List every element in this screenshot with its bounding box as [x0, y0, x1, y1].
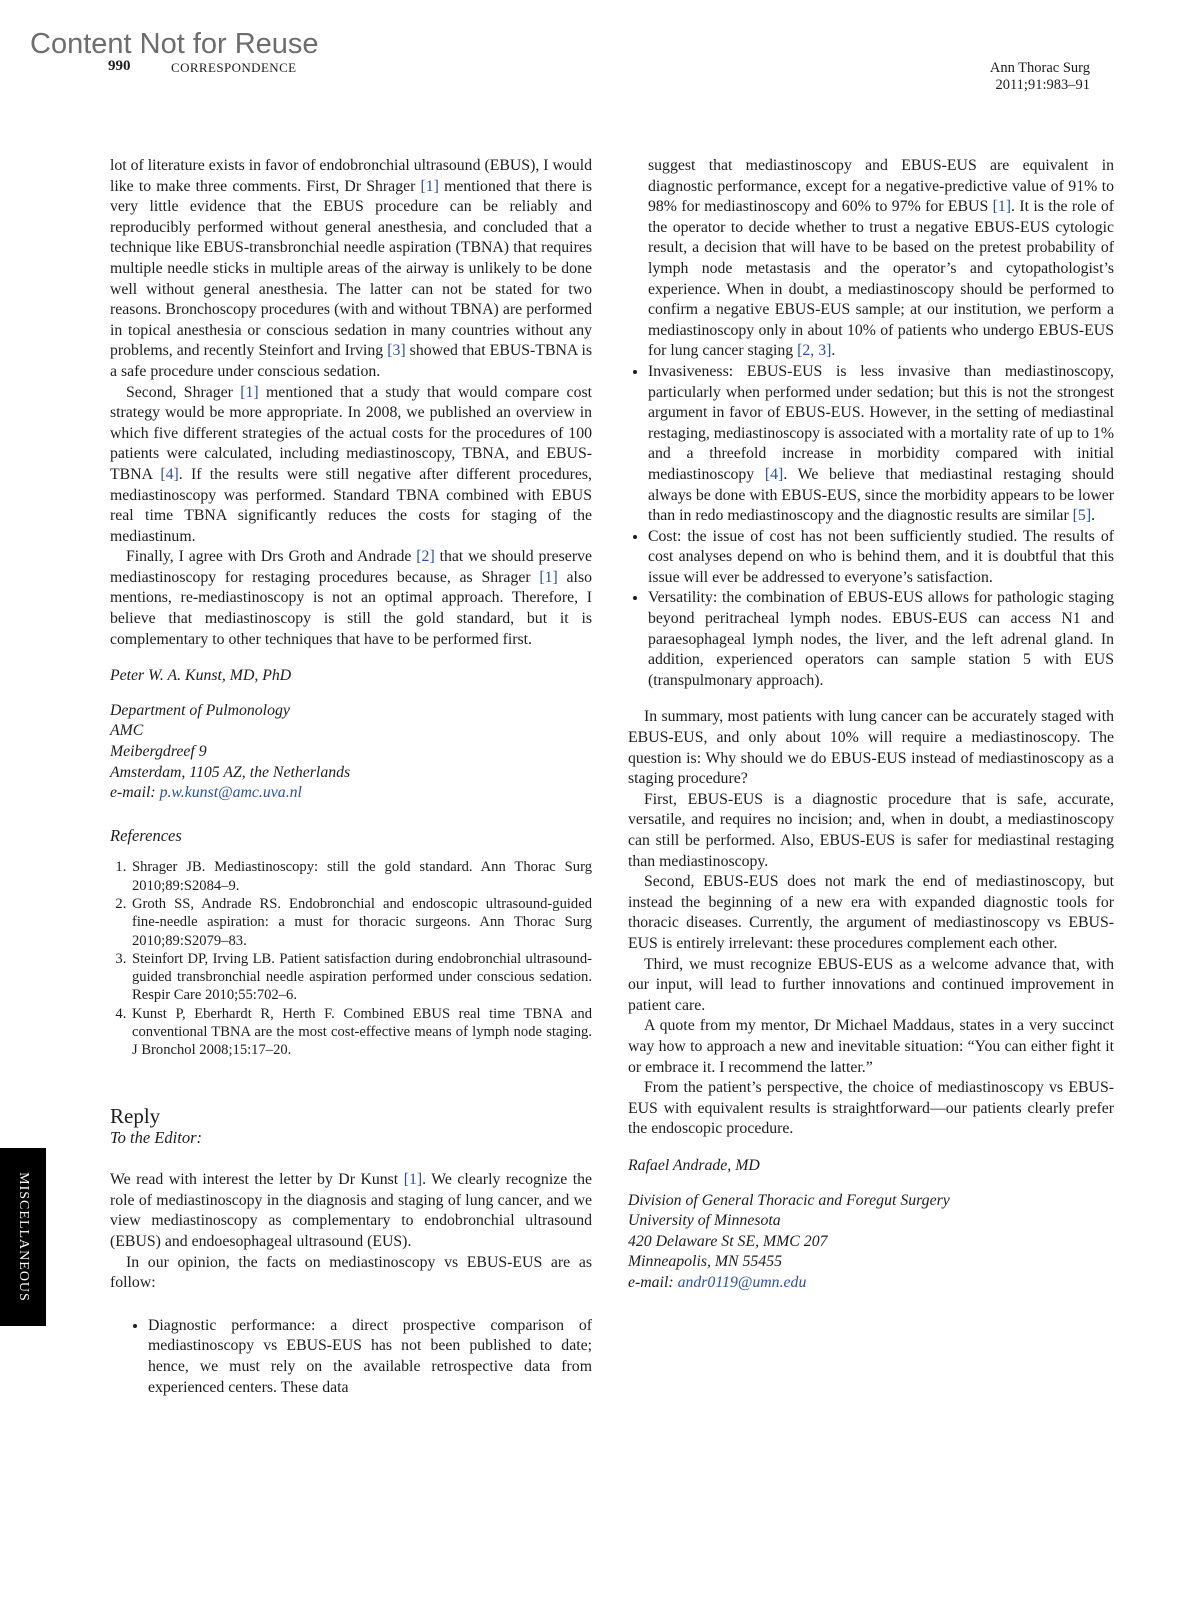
bullet-continuation: suggest that mediastinoscopy and EBUS-EUS are equivalent in diagnostic performance, except for a negative-predictive value of 91% to 98% for mediastinoscopy and 60% to 97% for EBUS [1]. It is the role of the operator to decide whether to trust a negative EBUS-EUS cytologic result, a decision that will have to be based on the pretest probability of lymph node metastasis and the operator’s and cytopathologist’s experience. When in doubt, a mediastinoscopy should be performed to confirm a negative EBUS-EUS sample; at our institution, we perform a mediastinoscopy only in about 10% of patients who undergo EBUS-EUS for lung cancer staging [2, 3].	[648, 157, 1114, 360]
bullet-item: • Diagnostic performance: a direct prospective comparison of mediastinoscopy vs EBUS-EUS has not been published to date; hence, we must rely on the available retrospective data from experienced centers. These data	[148, 1316, 592, 1398]
reply-bullet-list	[628, 362, 1114, 692]
address-line: Minneapolis, MN 55455	[628, 1253, 783, 1271]
address-line: 420 Delaware St SE, MMC 207	[628, 1232, 828, 1250]
to-editor: To the Editor:	[110, 1127, 202, 1147]
journal-citation-block	[990, 60, 1090, 94]
left-column	[110, 156, 592, 1398]
author-address	[110, 701, 592, 804]
references-list	[110, 858, 592, 1059]
letter-paragraph: lot of literature exists in favor of endobronchial ultrasound (EBUS), I would like to make three comments. First, Dr Shrager [1] mentioned that there is very little evidence that the EBUS procedure can be reliably and reproducibly performed without general anesthesia, and concluded that a technique like EBUS-transbronchial needle aspiration (TBNA) that requires multiple needle sticks in multiple areas of the airway is unlikely to be done well without general anesthesia. The latter can not be stated for two reasons. Bronchoscopy procedures (with and without TBNA) are performed in topical anesthesia or conscious sedation in many countries without any problems, and recently Steinfort and Irving [3] showed that EBUS-TBNA is a safe procedure under conscious sedation.	[110, 157, 592, 380]
watermark: Content Not for Reuse	[30, 28, 319, 60]
reply-paragraph: From the patient’s perspective, the choice of mediastinoscopy vs EBUS-EUS with equivalent results is straightforward—our patients clearly prefer the endoscopic procedure.	[628, 1079, 1114, 1138]
address-line: Amsterdam, 1105 AZ, the Netherlands	[110, 763, 351, 781]
reply-paragraph: We read with interest the letter by Dr Kunst [1]. We clearly recognize the role of mediastinoscopy in the diagnosis and staging of lung cancer, and we view mediastinoscopy as complementary to endobronchial ultrasound (EBUS) and endoesophageal ultrasound (EUS).	[110, 1171, 593, 1251]
address-line: Department of Pulmonology	[110, 701, 290, 719]
citation-link[interactable]: [2]	[416, 548, 435, 566]
section-label: CORRESPONDENCE	[171, 60, 297, 75]
reply-paragraph: Third, we must recognize EBUS-EUS as a welcome advance that, with our input, will lead to further innovations and continued improvement in patient care.	[628, 955, 1114, 1014]
right-column	[628, 156, 1114, 1293]
reply-paragraph: A quote from my mentor, Dr Michael Maddaus, states in a very succinct way how to approach a new and inevitable situation: “You can either fight it or embrace it. I recommend the latter.”	[628, 1017, 1114, 1076]
author-address	[628, 1191, 1114, 1294]
journal-name: Ann Thorac Surg	[989, 60, 1090, 76]
reply-paragraph: First, EBUS-EUS is a diagnostic procedure that is safe, accurate, versatile, and requires no incision; and, when in doubt, a mediastinoscopy can still be performed. Also, EBUS-EUS is safer for mediastinal restaging than mediastinoscopy.	[628, 790, 1114, 870]
citation-link[interactable]: [3]	[387, 342, 406, 360]
reply-paragraph: In summary, most patients with lung cancer can be accurately staged with EBUS-EUS, and only about 10% will require a mediastinoscopy. The question is: Why should we do EBUS-EUS instead of mediastinoscopy as a staging procedure?	[628, 708, 1114, 788]
references-heading: References	[110, 825, 182, 845]
reply-paragraph: In our opinion, the facts on mediastinoscopy vs EBUS-EUS are as follow:	[110, 1253, 592, 1292]
address-line: University of Minnesota	[628, 1212, 781, 1230]
citation-link[interactable]: [1]	[539, 568, 558, 586]
journal-citation: 2011;91:983–91	[995, 77, 1090, 93]
email-line	[628, 1273, 1114, 1294]
address-line: Division of General Thoracic and Foregut Surgery	[628, 1191, 950, 1209]
address-line: Meibergdreef 9	[110, 743, 207, 761]
citation-link[interactable]: [1]	[420, 177, 439, 195]
reference-item: 1. Shrager JB. Mediastinoscopy: still the gold standard. Ann Thorac Surg 2010;89:S2084–9.	[130, 858, 592, 895]
citation-link[interactable]: [5]	[1072, 507, 1092, 525]
email-label: e-mail:	[628, 1273, 678, 1291]
bullet-item: • Versatility: the combination of EBUS-EUS allows for pathologic staging beyond peritracheal lymph nodes. EBUS-EUS can access N1 and paraesophageal lymph nodes, the liver, and the left adrenal gland. In addition, experienced operators can sample station 5 with EUS (transpulmonary approach).	[648, 588, 1114, 691]
citation-link[interactable]: [1]	[403, 1171, 423, 1189]
reference-item: 2. Groth SS, Andrade RS. Endobronchial and endoscopic ultrasound-guided fine-needle aspiration: a must for thoracic surgeons. Ann Thorac Surg 2010;89:S2079–83.	[130, 895, 592, 950]
email-label: e-mail:	[110, 784, 160, 802]
bullet-item: • Invasiveness: EBUS-EUS is less invasive than mediastinoscopy, particularly when performed under sedation; but this is not the strongest argument in favor of EBUS-EUS. However, in the setting of mediastinal restaging, mediastinoscopy is associated with a mortality rate of up to 1% and a threefold increase in morbidity compared with initial mediastinoscopy [4]. We believe that mediastinal restaging should always be done with EBUS-EUS, since the morbidity appears to be lower than in redo mediastinoscopy and the diagnostic results are similar [5].	[648, 362, 1114, 527]
citation-link[interactable]: [2, 3]	[797, 342, 832, 360]
reference-item: 4. Kunst P, Eberhardt R, Herth F. Combined EBUS real time TBNA and conventional TBNA are the most cost-effective means of lymph node staging. J Bronchol 2008;15:17–20.	[130, 1005, 592, 1060]
reference-item: 3. Steinfort DP, Irving LB. Patient satisfaction during endobronchial ultrasound-guided transbronchial needle aspiration performed under conscious sedation. Respir Care 2010;55:702–6.	[130, 950, 592, 1005]
miscellaneous-side-tab	[0, 1148, 46, 1326]
email-line	[110, 783, 592, 804]
letter-paragraph: Second, Shrager [1] mentioned that a study that would compare cost strategy would be more appropriate. In 2008, we published an overview in which five different strategies of the actual costs for the procedures of 100 patients were calculated, including mediastinoscopy, TBNA, and EBUS-TBNA [4]. If the results were still negative after different procedures, mediastinoscopy was performed. Standard TBNA combined with EBUS real time TBNA significantly reduces the costs for staging of the mediastinum.	[110, 383, 592, 545]
email-link[interactable]: andr0119@umn.edu	[677, 1273, 807, 1291]
side-tab-label: MISCELLANEOUS	[16, 1172, 31, 1302]
citation-link[interactable]: [1]	[240, 383, 259, 401]
author-signature: Peter W. A. Kunst, MD, PhD	[110, 667, 292, 685]
page-number: 990	[108, 58, 131, 74]
author-signature: Rafael Andrade, MD	[628, 1156, 760, 1174]
address-line: AMC	[110, 722, 144, 740]
citation-link[interactable]: [4]	[160, 465, 179, 483]
citation-link[interactable]: [1]	[992, 198, 1012, 216]
citation-link[interactable]: [4]	[764, 465, 784, 483]
reply-heading: Reply	[110, 1103, 161, 1128]
reply-paragraph: Second, EBUS-EUS does not mark the end of mediastinoscopy, but instead the beginning of a new era with expanded diagnostic tools for thoracic diseases. Currently, the argument of mediastinoscopy vs EBUS-EUS is entirely irrelevant: these procedures complement each other.	[628, 873, 1114, 952]
reply-bullet-list	[110, 1316, 592, 1398]
letter-paragraph: Finally, I agree with Drs Groth and Andrade [2] that we should preserve mediastinoscopy for restaging procedures because, as Shrager [1] also mentions, re-mediastinoscopy is not an optimal approach. Therefore, I believe that mediastinoscopy is still the gold standard, but it is complementary to other techniques that have to be performed first.	[110, 548, 592, 648]
email-link[interactable]: p.w.kunst@amc.uva.nl	[159, 784, 302, 802]
bullet-item: • Cost: the issue of cost has not been sufficiently studied. The results of cost analyses depend on who is behind them, and it is doubtful that this issue will ever be addressed to everyone’s satisfaction.	[648, 527, 1114, 589]
